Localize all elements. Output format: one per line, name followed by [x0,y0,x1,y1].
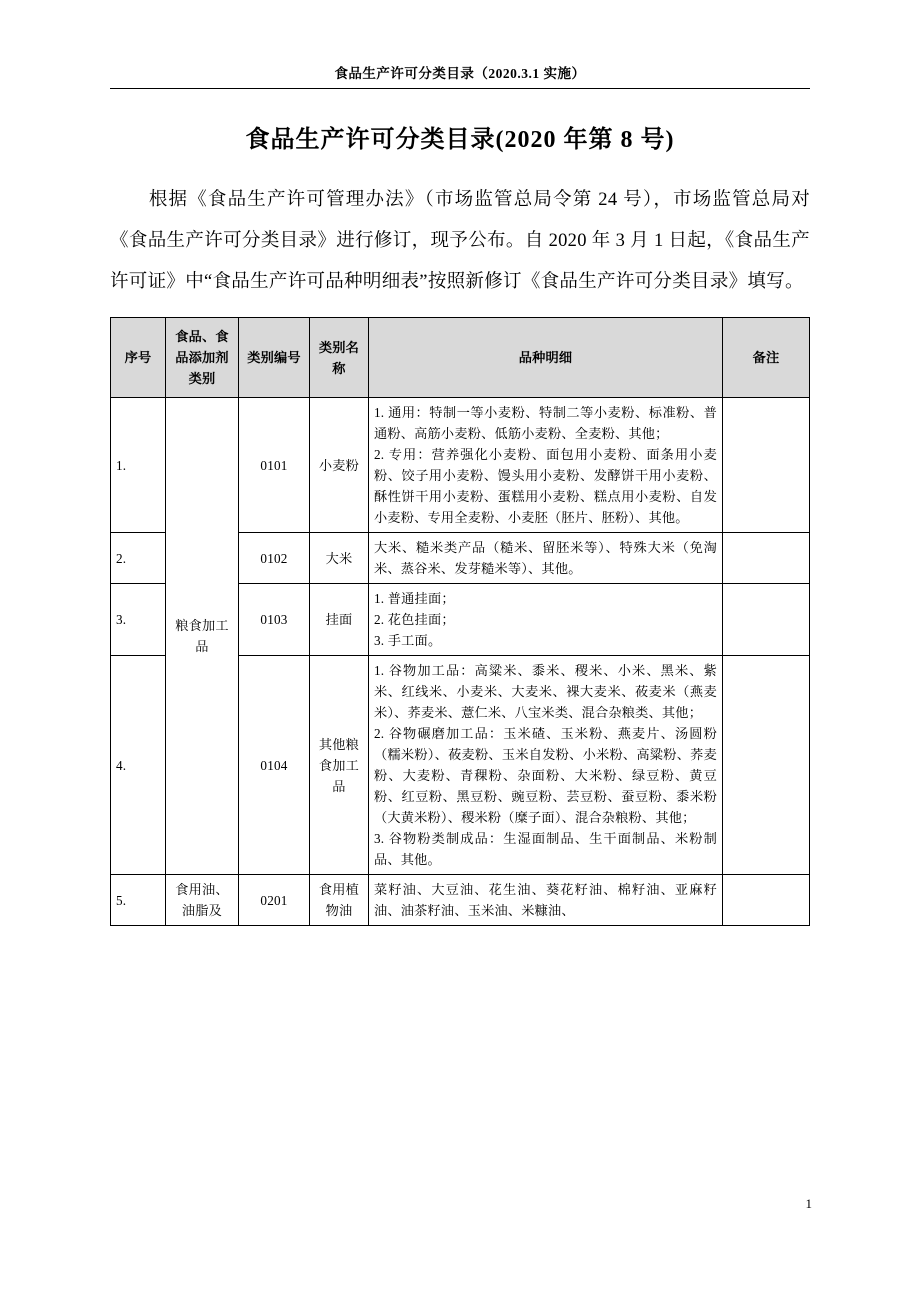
cell-detail [369,533,723,584]
cell-no: 4. [111,656,166,875]
detail-line: 1. 普通挂面； [374,591,455,606]
column-header-no: 序号 [111,318,166,398]
column-header-category: 食品、食品添加剂类别 [166,318,239,398]
page-number: 1 [805,1196,812,1211]
cell-no: 3. [111,584,166,656]
detail-line: 1. 谷物加工品：高粱米、黍米、稷米、小米、黑米、紫米、红线米、小麦米、大麦米、裸大麦米、莜麦米（燕麦米）、荞麦米、薏仁米、八宝米类、混合杂粮类、其他； [374,663,717,720]
cell-code: 0101 [239,398,310,533]
cell-name: 挂面 [310,584,369,656]
column-header-name: 类别名称 [310,318,369,398]
cell-detail [369,398,723,533]
cell-detail [369,875,723,926]
page-title: 食品生产许可分类目录(2020 年第 8 号) [245,127,675,153]
detail-line: 3. 手工面。 [374,633,442,648]
cell-code: 0103 [239,584,310,656]
cell-code: 0102 [239,533,310,584]
table-header [111,318,810,398]
detail-line: 2. 花色挂面； [374,612,455,627]
cell-name: 其他粮食加工品 [310,656,369,875]
header-divider [110,88,810,89]
detail-line: 2. 专用：营养强化小麦粉、面包用小麦粉、面条用小麦粉、饺子用小麦粉、馒头用小麦粉、发酵饼干用小麦粉、酥性饼干用小麦粉、蛋糕用小麦粉、糕点用小麦粉、自发小麦粉、专用全麦粉、小麦胚（胚片、胚粉）、其他。 [374,447,717,525]
cell-remark [723,875,810,926]
detail-line: 2. 谷物碾磨加工品：玉米碴、玉米粉、燕麦片、汤圆粉（糯米粉）、莜麦粉、玉米自发粉、小米粉、高粱粉、荞麦粉、大麦粉、青稞粉、杂面粉、大米粉、绿豆粉、黄豆粉、红豆粉、黑豆粉、豌豆粉、芸豆粉、蚕豆粉、黍米粉（大黄米粉）、稷米粉（糜子面）、混合杂粮粉、其他； [374,726,717,825]
column-header-detail: 品种明细 [369,318,723,398]
cell-category-grain: 粮食加工品 [166,398,239,875]
cell-name: 食用植物油 [310,875,369,926]
column-header-code: 类别编号 [239,318,310,398]
table-body [111,398,810,926]
cell-name: 小麦粉 [310,398,369,533]
cell-name: 大米 [310,533,369,584]
cell-code: 0201 [239,875,310,926]
cell-detail [369,656,723,875]
detail-line: 菜籽油、大豆油、花生油、葵花籽油、棉籽油、亚麻籽油、油茶籽油、玉米油、米糠油、 [374,882,717,918]
cell-remark [723,584,810,656]
cell-detail [369,584,723,656]
cell-remark [723,533,810,584]
detail-line: 1. 通用：特制一等小麦粉、特制二等小麦粉、标准粉、普通粉、高筋小麦粉、低筋小麦粉、全麦粉、其他； [374,405,717,441]
cell-no: 1. [111,398,166,533]
cell-remark [723,656,810,875]
column-header-remark: 备注 [723,318,810,398]
cell-code: 0104 [239,656,310,875]
detail-line: 大米、糙米类产品（糙米、留胚米等）、特殊大米（免淘米、蒸谷米、发芽糙米等）、其他。 [374,540,717,576]
table-row [111,398,810,533]
table-row [111,875,810,926]
detail-line: 3. 谷物粉类制成品：生湿面制品、生干面制品、米粉制品、其他。 [374,831,717,867]
cell-no: 5. [111,875,166,926]
intro-paragraph: 根据《食品生产许可管理办法》（市场监管总局令第 24 号），市场监管总局对《食品生产许可分类目录》进行修订，现予公布。自 2020 年 3 月 1 日起，《食品生产许可证》中“食品生产许可品种明细表”按照新修订《食品生产许可分类目录》填写。 [110,190,810,292]
table-header-row [111,318,810,398]
cell-no: 2. [111,533,166,584]
running-header: 食品生产许可分类目录（2020.3.1 实施） [334,66,586,81]
category-table [110,317,810,926]
cell-remark [723,398,810,533]
cell-category-oil: 食用油、油脂及 [166,875,239,926]
